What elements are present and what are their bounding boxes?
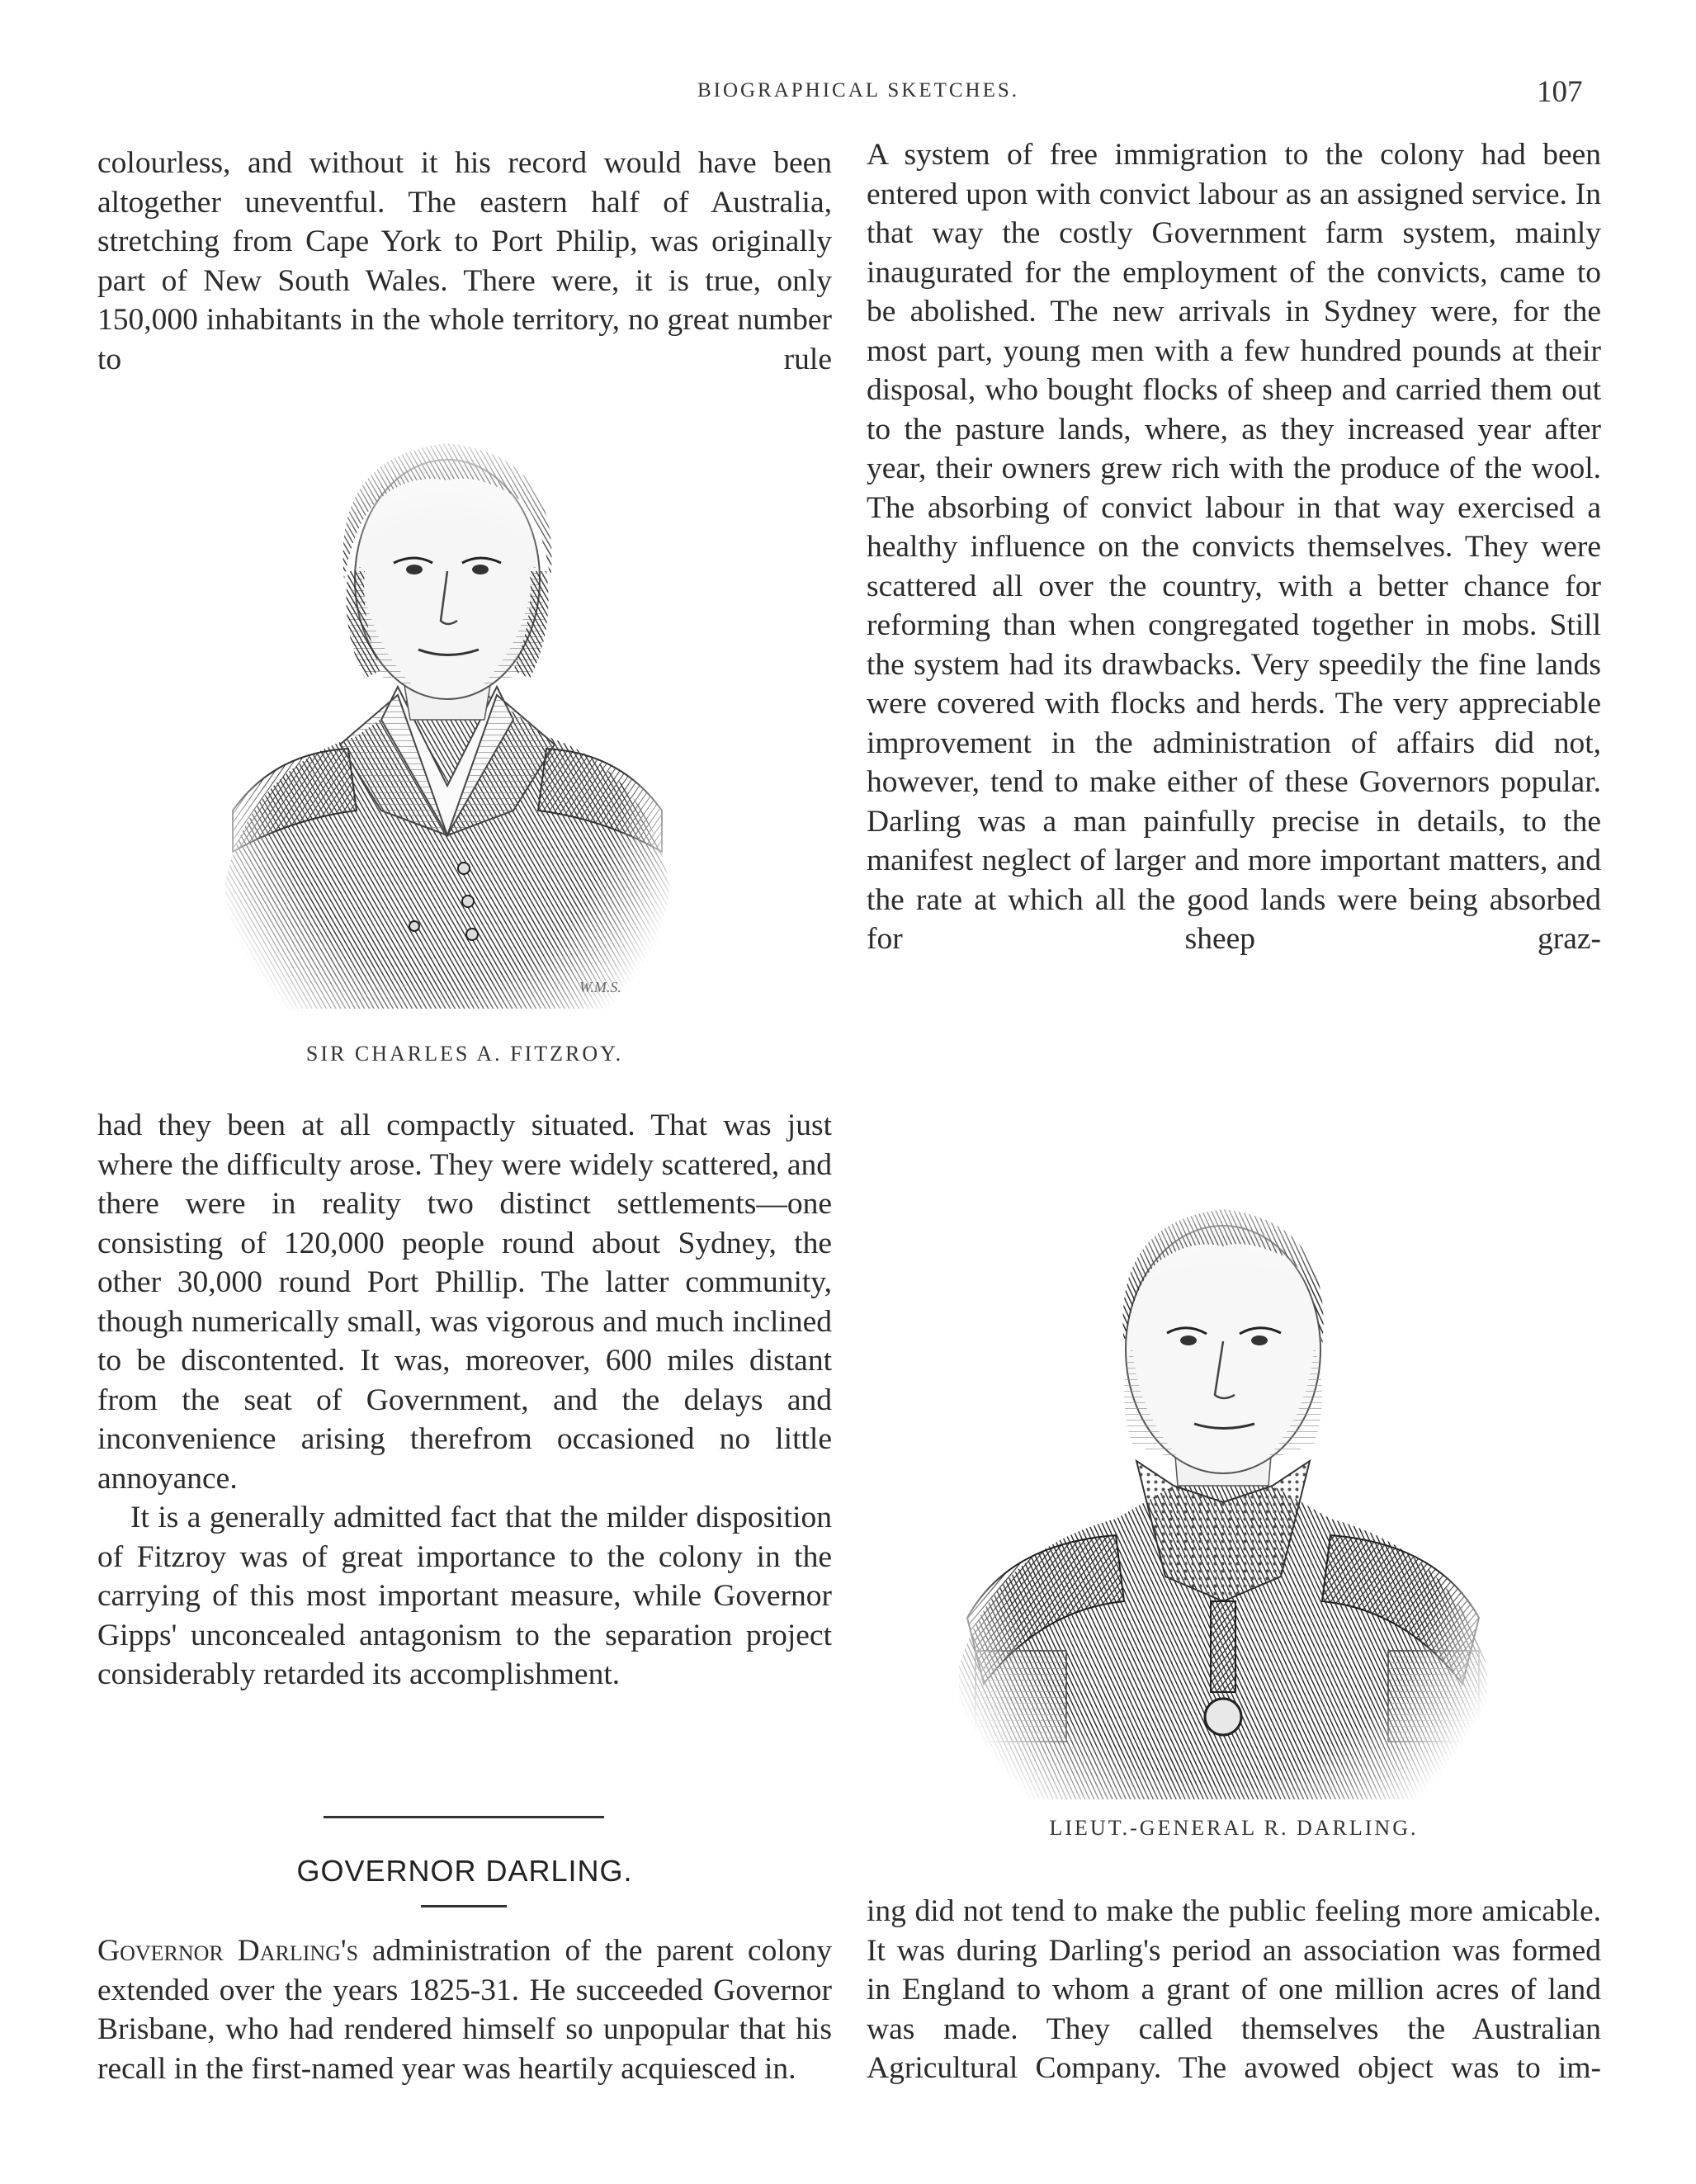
left-text-4	[97, 1931, 832, 2088]
section-heading: GOVERNOR DARLING.	[296, 1854, 633, 1888]
left-paragraph-1	[97, 144, 832, 379]
caption-darling: LIEUT.-GENERAL R. DARLING.	[1049, 1816, 1419, 1840]
engraved-portrait-icon	[216, 423, 678, 1025]
engraver-mark: W.M.S.	[579, 979, 621, 995]
heading-underline	[421, 1905, 507, 1907]
lead-in-smallcaps: Governor Darling's	[97, 1934, 359, 1968]
caption-fitzroy: SIR CHARLES A. FITZROY.	[305, 1042, 624, 1066]
right-text-2: ing did not tend to make the public feeling more amicable. It was during Darling's period an association was formed in England to whom a grant of one million acres of land was made. They called themselves the Australian Agricultural Company. The avowed object was to im-	[867, 1894, 1601, 2085]
section-rule	[324, 1816, 604, 1818]
left-paragraph-4	[97, 1931, 832, 2088]
right-paragraph-2	[867, 1892, 1601, 2088]
left-text-3: It is a generally admitted fact that the milder disposition of Fitzroy was of great importance to the colony in the carrying of this most important measure, while Governor Gipps' unconcealed antagonism to the separation project considerably retarded its accomplishment.	[97, 1501, 832, 1691]
portrait-darling	[959, 1189, 1487, 1799]
page-number: 107	[1537, 75, 1583, 109]
portrait-fitzroy	[216, 423, 678, 1025]
left-text-1: colourless, and without it his record would have been altogether uneventful. The eastern half of Australia, stretching from Cape York to Port Philip, was originally part of New South Wales. There were, it is true, only 150,000 inhabitants in the whole territory, no great number to rule	[97, 146, 832, 376]
left-paragraph-2	[97, 1106, 832, 1695]
left-text-2: had they been at all compactly situated. That was just where the difficulty arose. They were widely scattered, and there were in reality two distinct settlements—one consisting of 120,000 people round about Sydney, the other 30,000 round Port Phillip. The latter community, though numerically small, was vigorous and much inclined to be discontented. It was, moreover, 600 miles distant from the seat of Government, and the delays and inconvenience arising therefrom occasioned no little annoyance.	[97, 1109, 832, 1496]
engraved-portrait-icon	[959, 1189, 1487, 1799]
right-paragraph-1	[867, 135, 1601, 959]
left-text-4-rest: administration of the parent colony extended over the years 1825-31. He succeeded Governor Brisbane, who had rendered himself so unpopular that his recall in the first-named year was heartily acquiesced in.	[97, 1934, 832, 2086]
right-text-1: A system of free immigration to the colony had been entered upon with convict labour as an assigned service. In that way the costly Government farm system, mainly inaugurated for the employment of the convicts, came to be abolished. The new arrivals in Sydney were, for the most part, young men with a few hundred pounds at their disposal, who bought flocks of sheep and carried them out to the pasture lands, where, as they increased year after year, their owners grew rich with the produce of the wool. The absorbing of convict labour in that way exercised a healthy influence on the convicts themselves. They were scattered all over the country, with a better chance for reforming than when congregated together in mobs. Still the system had its drawbacks. Very speedily the fine lands were covered with flocks and herds. The very appreciable improvement in the administration of affairs did not, however, tend to make either of these Governors popular. Darling was a man painfully precise in details, to the manifest neglect of larger and more important matters, and the rate at which all the good lands were being absorbed for sheep graz-	[867, 138, 1601, 956]
running-title: BIOGRAPHICAL SKETCHES.	[697, 79, 1020, 102]
